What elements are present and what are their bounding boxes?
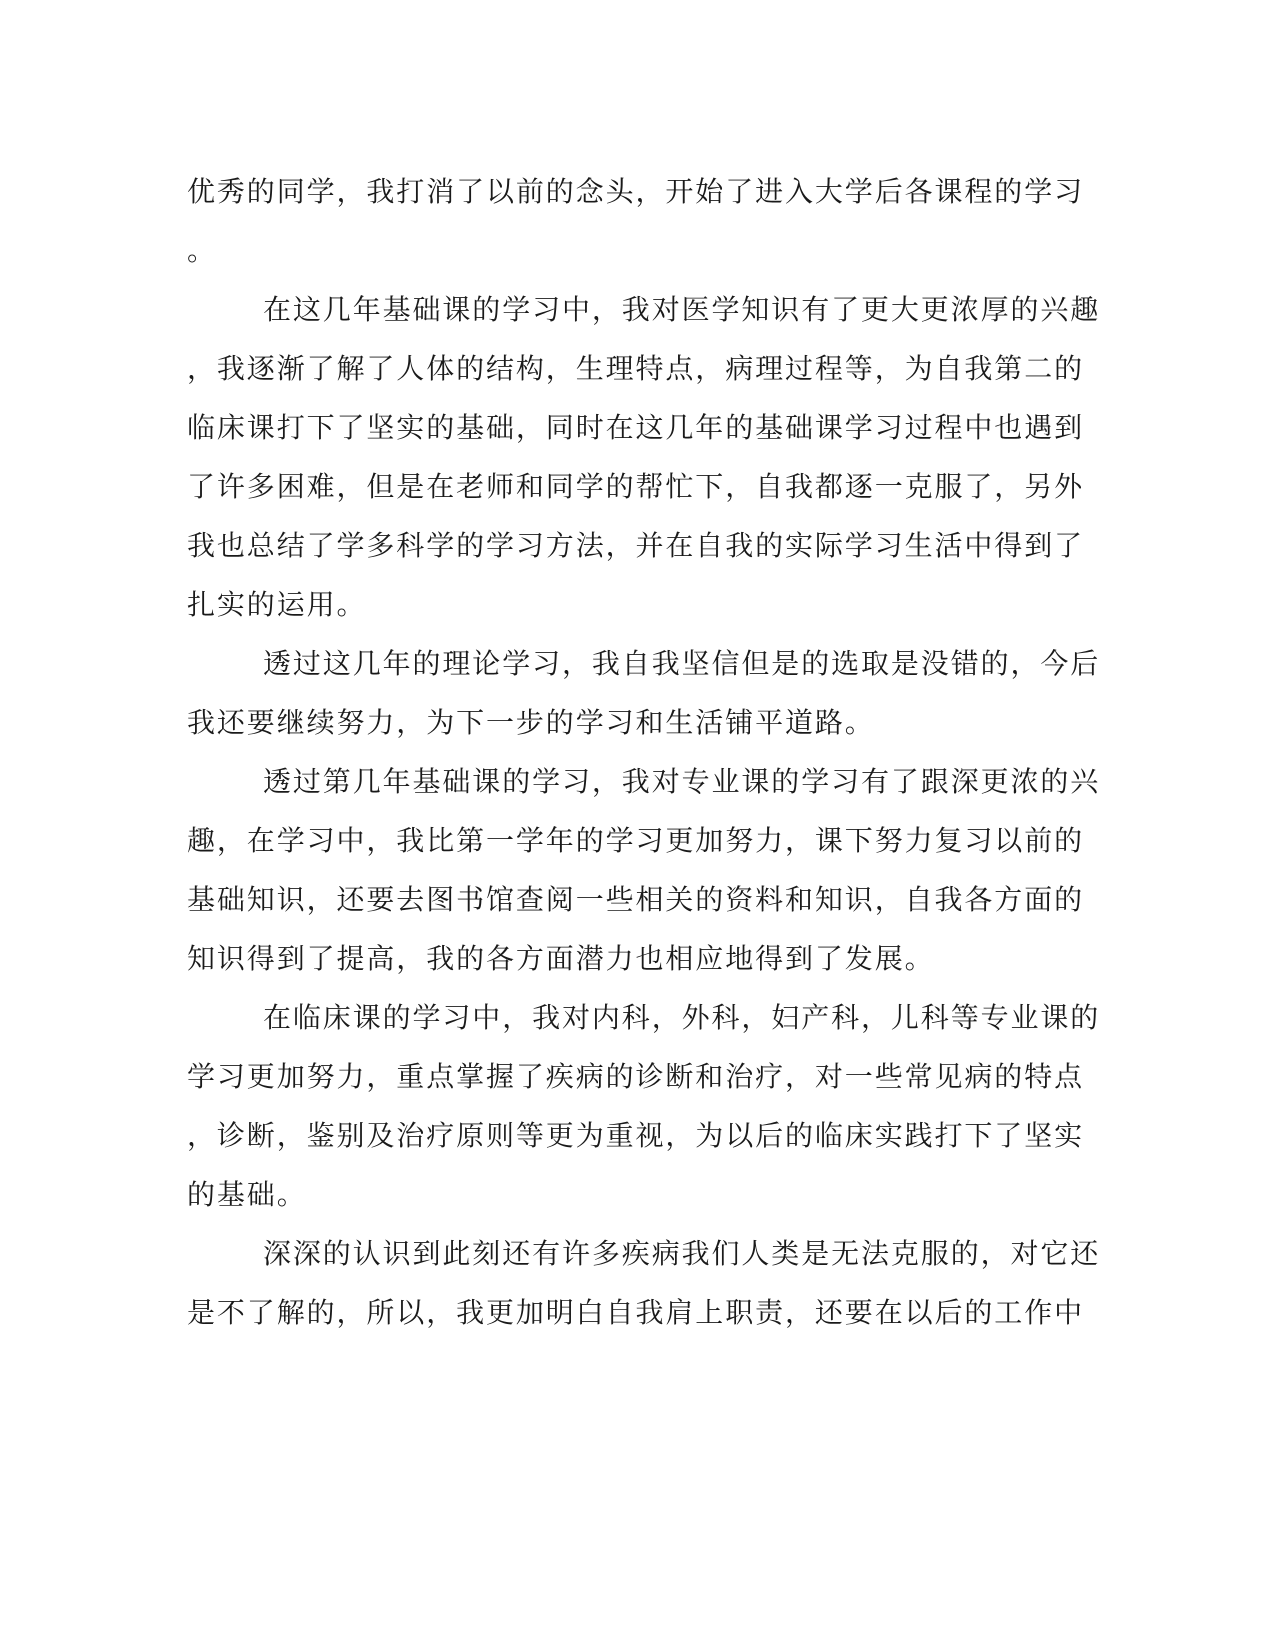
text-line: 我还要继续努力，为下一步的学习和生活铺平道路。	[187, 706, 875, 739]
text-line: 。	[187, 234, 217, 267]
text-line: 学习更加努力，重点掌握了疾病的诊断和治疗，对一些常见病的特点	[187, 1060, 1085, 1093]
text-line: 我也总结了学多科学的学习方法，并在自我的实际学习生活中得到了	[187, 529, 1085, 562]
text-line: 了许多困难，但是在老师和同学的帮忙下，自我都逐一克服了，另外	[187, 470, 1085, 503]
text-line: 趣，在学习中，我比第一学年的学习更加努力，课下努力复习以前的	[187, 824, 1085, 857]
paragraph-start-line: 在这几年基础课的学习中，我对医学知识有了更大更浓厚的兴趣	[263, 293, 1101, 326]
text-line: 基础知识，还要去图书馆查阅一些相关的资料和知识，自我各方面的	[187, 883, 1085, 916]
text-line: 是不了解的，所以，我更加明白自我肩上职责，还要在以后的工作中	[187, 1296, 1085, 1329]
text-line: 知识得到了提高，我的各方面潜力也相应地得到了发展。	[187, 942, 935, 975]
text-line: 的基础。	[187, 1178, 307, 1211]
text-line: 临床课打下了坚实的基础，同时在这几年的基础课学习过程中也遇到	[187, 411, 1085, 444]
paragraph-start-line: 深深的认识到此刻还有许多疾病我们人类是无法克服的，对它还	[263, 1237, 1101, 1270]
text-line: ，我逐渐了解了人体的结构，生理特点，病理过程等，为自我第二的	[187, 352, 1085, 385]
paragraph-start-line: 透过第几年基础课的学习，我对专业课的学习有了跟深更浓的兴	[263, 765, 1101, 798]
paragraph-start-line: 在临床课的学习中，我对内科，外科，妇产科，儿科等专业课的	[263, 1001, 1101, 1034]
text-line: ，诊断，鉴别及治疗原则等更为重视，为以后的临床实践打下了坚实	[187, 1119, 1085, 1152]
text-line: 优秀的同学，我打消了以前的念头，开始了进入大学后各课程的学习	[187, 175, 1085, 208]
text-line: 扎实的运用。	[187, 588, 367, 621]
body-text	[187, 162, 1101, 1342]
paragraph-start-line: 透过这几年的理论学习，我自我坚信但是的选取是没错的，今后	[263, 647, 1101, 680]
